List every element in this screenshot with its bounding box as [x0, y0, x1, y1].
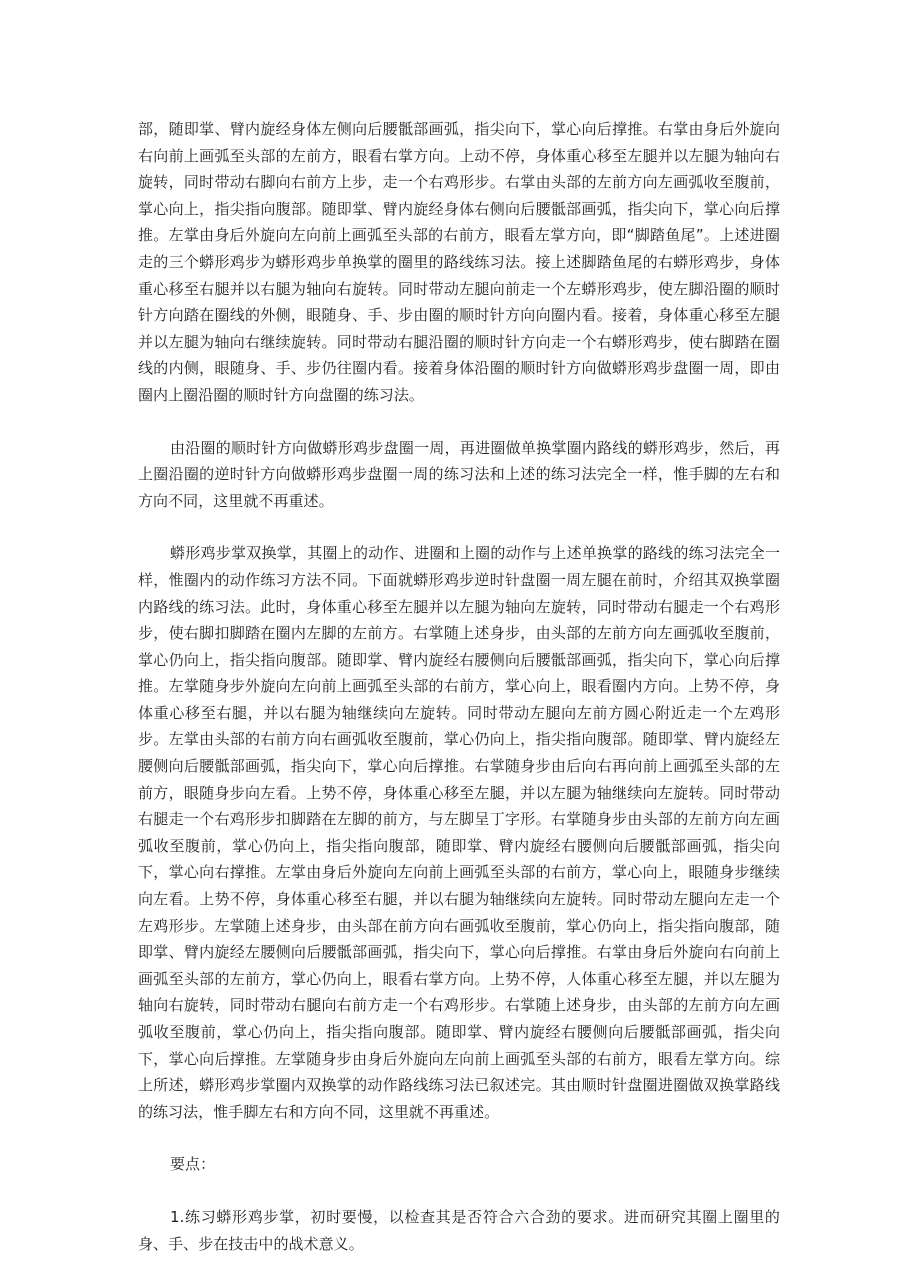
- paragraph-continuation: 部，随即掌、臂内旋经身体左侧向后腰骶部画弧，指尖向下，掌心向后撑推。右掌由身后外旋向右向前上画弧至头部的左前方，眼看右掌方向。上动不停，身体重心移至左腿并以左腿为轴向右旋转，同时带动右脚向右前方上步，走一个右鸡形步。右掌由头部的左前方向左画弧收至腹前，掌心向上，指尖指向腹部。随即掌、臂内旋经身体右侧向后腰骶部画弧，指尖向下，掌心向后撑推。左掌由身后外旋向左向前上画弧至头部的右前方，眼看左掌方向，即“脚踏鱼尾”。上述进圈走的三个蟒形鸡步为蟒形鸡步单换掌的圈里的路线练习法。接上述脚踏鱼尾的右蟒形鸡步，身体重心移至右腿并以右腿为轴向右旋转。同时带动左腿向前走一个左蟒形鸡步，使左脚沿圈的顺时针方向踏在圈线的外侧，眼随身、手、步由圈的顺时针方向向圈内看。接着，身体重心移至左腿并以左腿为轴向右继续旋转。同时带动右腿沿圈的顺时针方向走一个右蟒形鸡步，使右脚踏在圈线的内侧，眼随身、手、步仍往圈内看。接着身体沿圈的顺时针方向做蟒形鸡步盘圈一周，即由圈内上圈沿圈的顺时针方向盘圈的练习法。: [138, 120, 780, 404]
- paragraph-gap: [138, 1178, 780, 1204]
- paragraph-double-palm-change: 蟒形鸡步掌双换掌，其圈上的动作、进圈和上圈的动作与上述单换掌的路线的练习法完全一样，惟圈内的动作练习方法不同。下面就蟒形鸡步逆时针盘圈一周左腿在前时，介绍其双换掌圈内路线的练习法。此时，身体重心移至左腿并以左腿为轴向左旋转，同时带动右腿走一个右鸡形步，使右脚扣脚踏在圈内左脚的左前方。右掌随上述身步，由头部的左前方向左画弧收至腹前，掌心仍向上，指尖指向腹部。随即掌、臂内旋经右腰侧向后腰骶部画弧，指尖向下，掌心向后撑推。左掌随身步外旋向左向前上画弧至头部的右前方，掌心向上，眼看圈内方向。上势不停，身体重心移至右腿，并以右腿为轴继续向左旋转。同时带动左腿向左前方圆心附近走一个左鸡形步。左掌由头部的右前方向右画弧收至腹前，掌心仍向上，指尖指向腹部。随即掌、臂内旋经左腰侧向后腰骶部画弧，指尖向下，掌心向后撑推。右掌随身步由后向右再向前上画弧至头部的左前方，眼随身步向左看。上势不停，身体重心移至左腿，并以左腿为轴继续向左旋转。同时带动右腿走一个右鸡形步扣脚踏在左脚的前方，与左脚呈丁字形。右掌随身步由头部的左前方向左画弧收至腹前，掌心仍向上，指尖指向腹部，随即掌、臂内旋经右腰侧向后腰骶部画弧，指尖向下，掌心向右撑推。左掌由身后外旋向左向前上画弧至头部的右前方，掌心向上，眼随身步继续向左看。上势不停，身体重心移至右腿，并以右腿为轴继续向左旋转。同时带动左腿向左走一个左鸡形步。左掌随上述身步，由头部在前方向右画弧收至腹前，掌心仍向上，指尖指向腹部，随即掌、臂内旋经左腰侧向后腰骶部画弧，指尖向下，掌心向后撑推。右掌由身后外旋向右向前上画弧至头部的左前方，掌心仍向上，眼看右掌方向。上势不停，人体重心移至左腿，并以左腿为轴向右旋转，同时带动右腿向右前方走一个右鸡形步。右掌随上述身步，由头部的左前方向左画弧收至腹前，掌心仍向上，指尖指向腹部。随即掌、臂内旋经右腰侧向后腰骶部画弧，指尖向下，掌心向后撑推。左掌随身步由身后外旋向左向前上画弧至头部的右前方，眼看左掌方向。综上所述，蟒形鸡步掌圈内双换掌的动作路线练习法已叙述完。其由顺时针盘圈进圈做双换掌路线的练习法，惟手脚左右和方向不同，这里就不再重述。: [138, 544, 780, 1121]
- document-page: [138, 116, 780, 1257]
- section-heading-key-points: 要点：: [170, 1155, 216, 1174]
- paragraph-gap: [138, 409, 780, 435]
- key-point-1: 1.练习蟒形鸡步掌，初时要慢，以检查其是否符合六合劲的要求。进而研究其圈上圈里的身、手、步在技击中的战术意义。: [138, 1207, 780, 1253]
- paragraph-gap: [138, 1125, 780, 1151]
- paragraph-gap: [138, 514, 780, 540]
- paragraph-clockwise-circle: 由沿圈的顺时针方向做蟒形鸡步盘圈一周，再进圈做单换掌圈内路线的蟒形鸡步，然后，再上圈沿圈的逆时针方向做蟒形鸡步盘圈一周的练习法和上述的练习法完全一样，惟手脚的左右和方向不同，这里就不再重述。: [138, 438, 780, 510]
